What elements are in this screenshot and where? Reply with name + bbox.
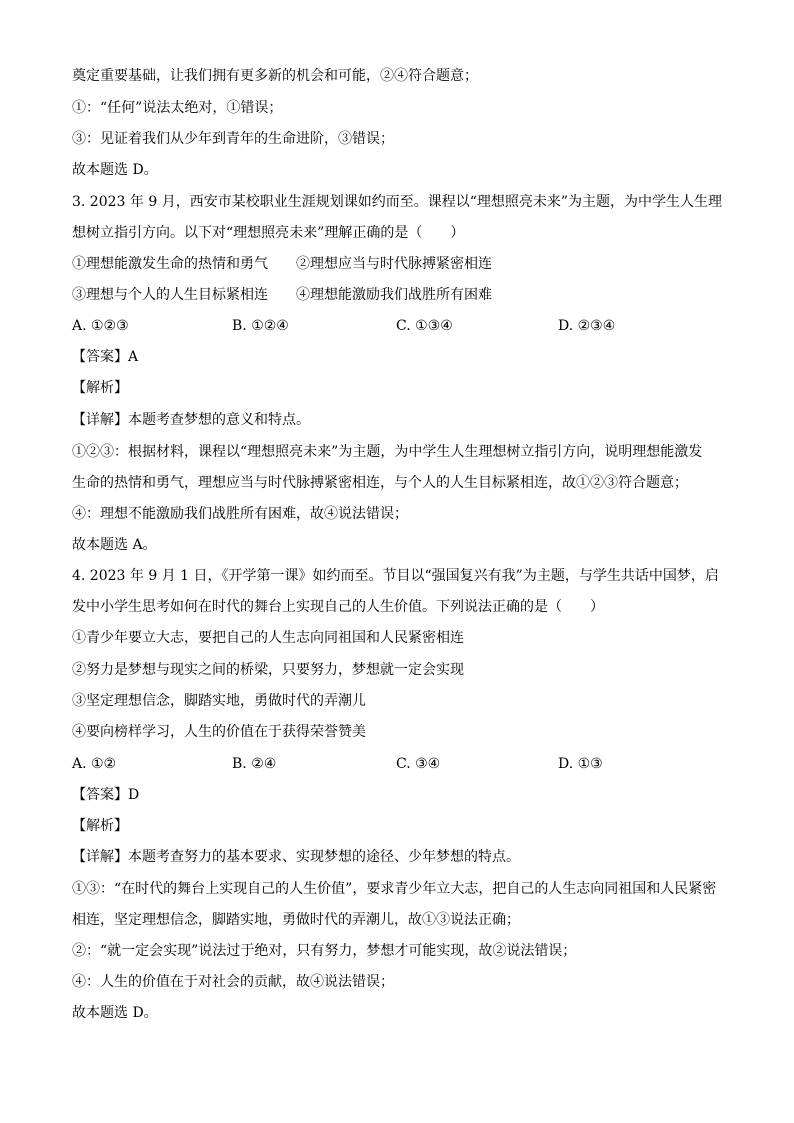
detail-text: ④：理想不能激励我们战胜所有困难，故④说法错误；: [72, 506, 408, 522]
text-line: 故本题选 D。: [72, 162, 158, 178]
detail-text: ④：人生的价值在于对社会的贡献，故④说法错误；: [72, 974, 394, 990]
answer-label: 【答案】D: [72, 787, 140, 803]
question-4-statement: ②努力是梦想与现实之间的桥梁，只要努力，梦想就一定会实现: [72, 662, 464, 678]
option-d: D. ①③: [558, 756, 603, 772]
text-line: ③：见证着我们从少年到青年的生命进阶，③错误；: [72, 131, 394, 147]
question-3-options: [72, 316, 722, 336]
option-a: A. ①②③: [72, 318, 129, 334]
question-3-stem: 想树立指引方向。以下对“理想照亮未来”理解正确的是（ ）: [72, 225, 465, 241]
analysis-label: 【解析】: [72, 818, 128, 834]
question-4-statement: ④要向榜样学习，人生的价值在于获得荣誉赞美: [72, 724, 366, 740]
detail-text: ①②③：根据材料，课程以“理想照亮未来”为主题，为中学生人生理想树立指引方向，说明理想能激发: [72, 444, 703, 460]
question-3-statements: ③理想与个人的人生目标紧相连 ④理想能激励我们战胜所有困难: [72, 287, 492, 303]
option-c: C. ①③④: [396, 318, 453, 334]
detail-text: 【详解】本题考查梦想的意义和特点。: [72, 412, 310, 428]
question-3-statements: ①理想能激发生命的热情和勇气 ②理想应当与时代脉搏紧密相连: [72, 256, 492, 272]
answer-label: 【答案】A: [72, 349, 139, 365]
detail-text: ①③：“在时代的舞台上实现自己的人生价值”，要求青少年立大志，把自己的人生志向同祖国和人民紧密: [72, 881, 717, 897]
detail-text: 相连，坚定理想信念，脚踏实地，勇做时代的弄潮儿，故①③说法正确；: [72, 912, 520, 928]
option-c: C. ③④: [396, 756, 441, 772]
analysis-label: 【解析】: [72, 380, 128, 396]
option-d: D. ②③④: [558, 318, 616, 334]
detail-text: 【详解】本题考查努力的基本要求、实现梦想的途径、少年梦想的特点。: [72, 849, 520, 865]
detail-text: 生命的热情和勇气，理想应当与时代脉搏紧密相连，与个人的人生目标紧相连，故①②③符合题意；: [72, 475, 688, 491]
question-4-statement: ①青少年要立大志，要把自己的人生志向同祖国和人民紧密相连: [72, 630, 464, 646]
option-b: B. ②④: [232, 756, 277, 772]
detail-text: ②：“就一定会实现”说法过于绝对，只有努力，梦想才可能实现，故②说法错误；: [72, 943, 577, 959]
question-3-stem: 3. 2023 年 9 月，西安市某校职业生涯规划课如约而至。课程以“理想照亮未来”为主题，为中学生人生理: [72, 194, 723, 210]
question-4-options: [72, 754, 722, 774]
option-a: A. ①②: [72, 756, 117, 772]
question-4-stem: 4. 2023 年 9 月 1 日，《开学第一课》如约而至。节目以“强国复兴有我”为主题，与学生共话中国梦，启: [72, 568, 719, 584]
text-line: 奠定重要基础，让我们拥有更多新的机会和可能，②④符合题意；: [72, 68, 478, 84]
option-b: B. ①②④: [232, 318, 289, 334]
detail-text: 故本题选 A。: [72, 537, 157, 553]
detail-text: 故本题选 D。: [72, 1005, 158, 1021]
question-4-statement: ③坚定理想信念，脚踏实地，勇做时代的弄潮儿: [72, 693, 366, 709]
text-line: ①：“任何”说法太绝对，①错误；: [72, 100, 283, 116]
question-4-stem: 发中小学生思考如何在时代的舞台上实现自己的人生价值。下列说法正确的是（ ）: [72, 599, 604, 615]
